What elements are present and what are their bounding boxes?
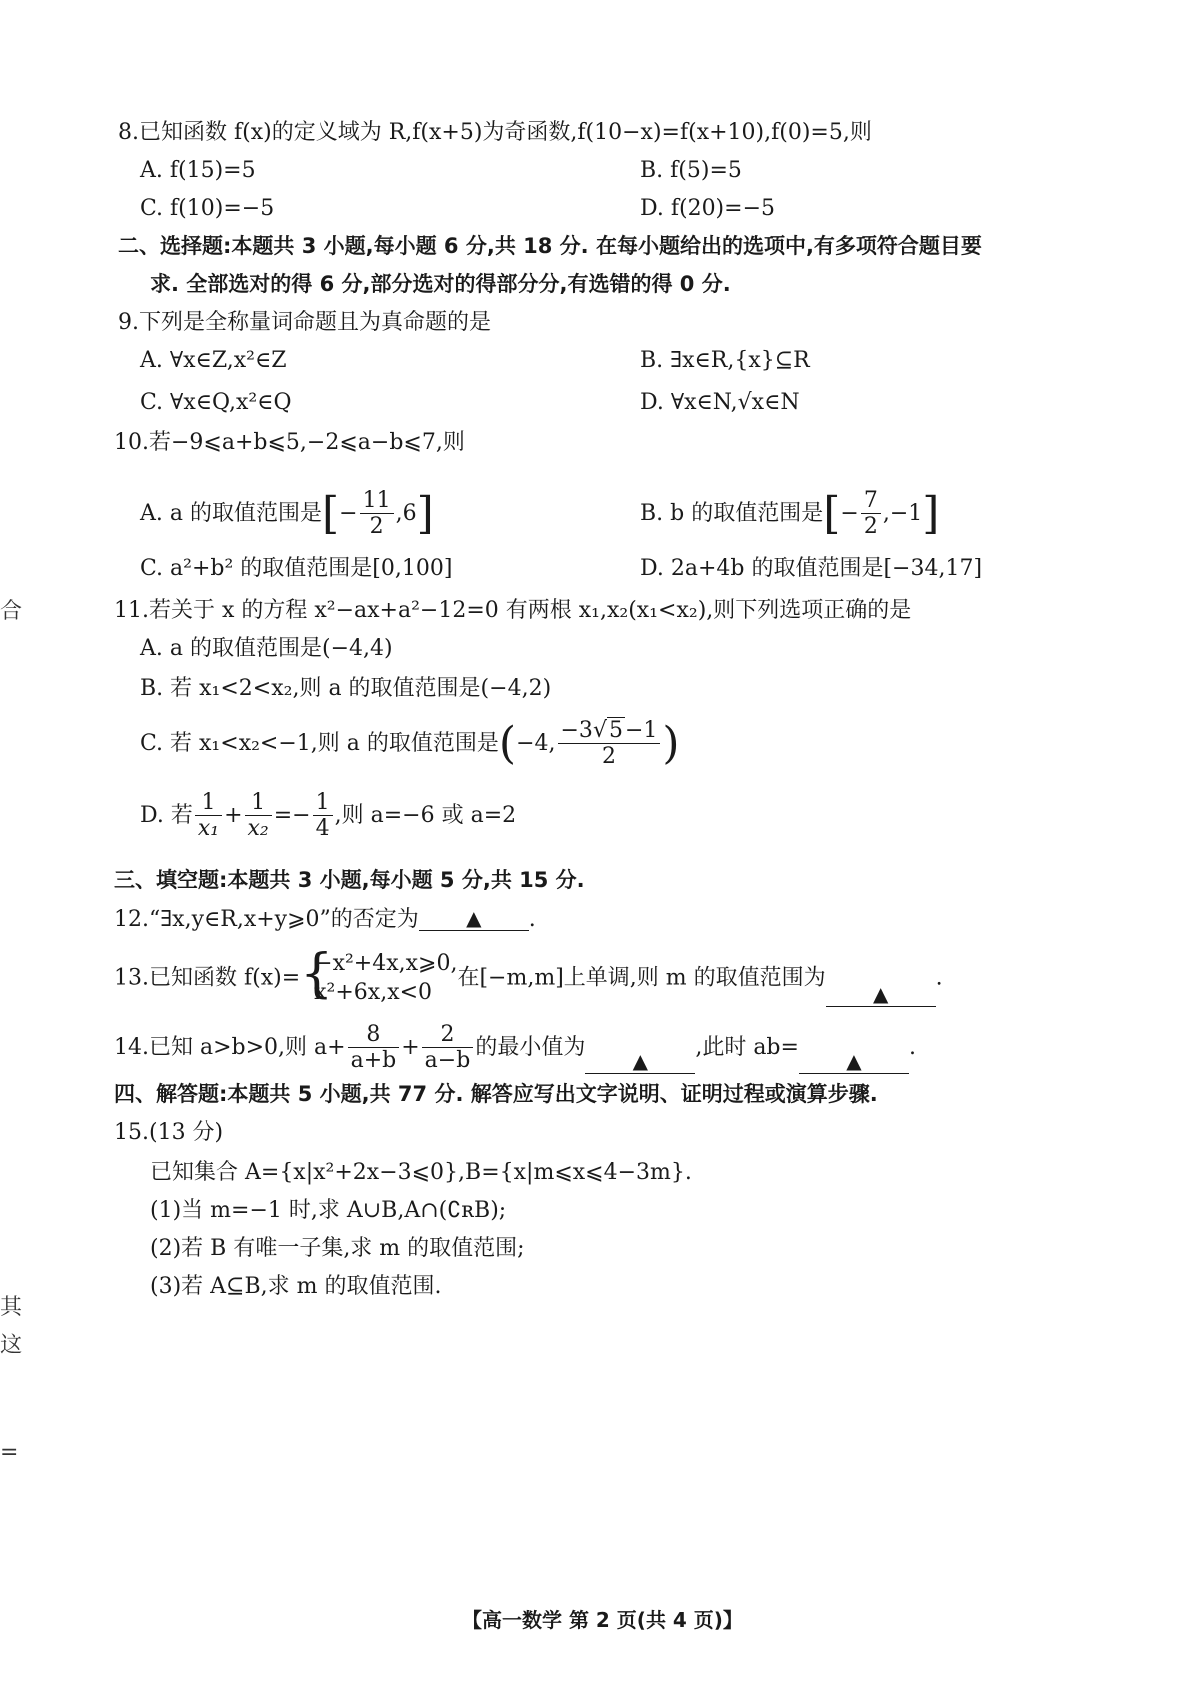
q14-frac2-den: a−b: [424, 1048, 471, 1074]
q11-option-c-numerator-a: −3: [560, 718, 593, 743]
q13-text-mid: 在[−m,m]上单调,则 m 的取值范围为: [457, 965, 826, 991]
section4-heading: 四、解答题:本题共 5 小题,共 77 分. 解答应写出文字说明、证明过程或演算步骤.: [114, 1082, 878, 1106]
q11-option-c-left-paren: (: [498, 717, 517, 769]
q9-option-b: B. ∃x∈R,{x}⊆R: [640, 348, 810, 373]
q9-stem: 9.下列是全称量词命题且为真命题的是: [118, 310, 491, 335]
q11-option-d-conclusion: ,则 a=−6 或 a=2: [334, 802, 517, 828]
q10-option-a-label: A. a 的取值范围是: [140, 500, 322, 526]
q14-answer-blank-1[interactable]: [585, 1048, 695, 1074]
q15-part2: (2)若 B 有唯一子集,求 m 的取值范围;: [150, 1236, 525, 1261]
q11-option-d-label: D. 若: [140, 802, 193, 828]
q10-option-b: [640, 488, 939, 540]
q11-option-d-frac3-num: 1: [313, 790, 333, 816]
q10-option-b-right-bracket: ]: [922, 487, 940, 539]
margin-fragment-2: 其: [0, 1295, 23, 1320]
q14-text-mid2: ,此时 ab=: [695, 1034, 799, 1060]
q13-case2: x²+6x,x<0: [314, 979, 433, 1005]
q12: [114, 908, 536, 931]
q11-option-a: A. a 的取值范围是(−4,4): [140, 636, 393, 661]
q15-part3: (3)若 A⊆B,求 m 的取值范围.: [150, 1274, 442, 1299]
margin-fragment-1: 合: [0, 599, 23, 624]
q11-option-c-numerator: [558, 718, 661, 744]
q11-option-c: [140, 718, 680, 770]
q11-option-d-frac1: [195, 790, 222, 842]
q14-frac1: [348, 1022, 400, 1074]
q11-option-c-fraction: [558, 718, 661, 770]
q10-option-a-left-bracket: [: [321, 487, 340, 539]
q10-option-a-upper: ,6: [395, 500, 417, 526]
q11-option-c-radicand: 5: [608, 718, 623, 743]
q10-option-a-denominator: 2: [369, 514, 384, 540]
q14-frac1-num: 8: [348, 1022, 400, 1048]
q14-frac2-num: 2: [422, 1022, 474, 1048]
q11-option-d-eq: =−: [273, 802, 311, 828]
q14-plus: +: [401, 1034, 420, 1060]
q12-period: .: [528, 907, 536, 932]
q10-option-a-numerator: 11: [360, 488, 394, 514]
q12-text: 12.“∃x,y∈R,x+y⩾0”的否定为: [114, 907, 419, 932]
q11-option-c-denominator: 2: [601, 744, 616, 770]
q10-option-a: [140, 488, 434, 540]
q13-case1: −x²+4x,x⩾0,: [314, 951, 458, 976]
q11-option-c-right-paren: ): [662, 717, 680, 769]
q10-option-b-label: B. b 的取值范围是: [640, 500, 824, 526]
q11-option-d-frac3: [313, 790, 333, 842]
q15-heading: 15.(13 分): [114, 1120, 224, 1145]
q14: [114, 1022, 916, 1074]
q8-option-a: A. f(15)=5: [140, 158, 256, 183]
q9-option-a: A. ∀x∈Z,x²∈Z: [140, 348, 287, 373]
q13-piecewise: [300, 944, 458, 1007]
q9-option-d: D. ∀x∈N,√x∈N: [640, 390, 800, 415]
margin-fragment-4: =: [0, 1440, 19, 1465]
q11-option-c-label: C. 若 x₁<x₂<−1,则 a 的取值范围是: [140, 730, 499, 756]
section2-heading-line1: 二、选择题:本题共 3 小题,每小题 6 分,共 18 分. 在每小题给出的选项中,有多项符合题目要: [118, 234, 982, 258]
q14-text-mid: 的最小值为: [475, 1034, 586, 1060]
q12-answer-blank[interactable]: [419, 908, 529, 931]
q11-option-d-frac1-den: x₁: [197, 816, 220, 842]
triangle-icon: ▲: [872, 982, 889, 1007]
q11-option-d-frac2-den: x₂: [247, 816, 269, 842]
q13-period: .: [935, 965, 943, 991]
section2-heading-line2: 求. 全部选对的得 6 分,部分选对的得部分分,有选错的得 0 分.: [150, 272, 731, 296]
q10-stem: 10.若−9⩽a+b⩽5,−2⩽a−b⩽7,则: [114, 430, 465, 455]
q15-part1: (1)当 m=−1 时,求 A∪B,A∩(∁ʀB);: [150, 1198, 507, 1223]
q10-option-b-left-bracket: [: [823, 487, 841, 539]
q14-text-pre: 14.已知 a>b>0,则 a+: [114, 1034, 346, 1060]
q10-option-b-numerator: 7: [861, 488, 881, 514]
q11-option-c-lower: −4,: [516, 730, 556, 756]
q10-option-b-denominator: 2: [863, 514, 878, 540]
q11-option-d-frac2-num: 1: [245, 790, 272, 816]
q10-option-b-upper: ,−1: [882, 500, 923, 526]
q10-option-b-fraction: [861, 488, 881, 540]
sqrt-sign: √: [592, 718, 607, 743]
q11-stem: 11.若关于 x 的方程 x²−ax+a²−12=0 有两根 x₁,x₂(x₁<x₂),则下列选项正确的是: [114, 598, 912, 623]
q10-option-c: C. a²+b² 的取值范围是[0,100]: [140, 556, 453, 581]
q14-frac1-den: a+b: [350, 1048, 397, 1074]
q8-option-d: D. f(20)=−5: [640, 196, 776, 221]
triangle-icon: ▲: [632, 1048, 649, 1073]
q14-answer-blank-2[interactable]: [799, 1048, 909, 1074]
q11-option-d-frac2: [245, 790, 272, 842]
q8-option-c: C. f(10)=−5: [140, 196, 275, 221]
triangle-icon: ▲: [846, 1048, 862, 1073]
q9-option-c: C. ∀x∈Q,x²∈Q: [140, 390, 292, 415]
section3-heading: 三、填空题:本题共 3 小题,每小题 5 分,共 15 分.: [114, 868, 585, 892]
q11-option-d-frac3-den: 4: [315, 816, 330, 842]
q11-option-d: [140, 790, 516, 842]
q14-frac2: [422, 1022, 474, 1074]
q13-answer-blank[interactable]: [826, 984, 936, 1007]
q13: [114, 944, 943, 1007]
q10-option-b-minus: −: [840, 500, 859, 526]
triangle-icon: ▲: [466, 906, 482, 930]
q15-statement: 已知集合 A={x|x²+2x−3⩽0},B={x|m⩽x⩽4−3m}.: [150, 1160, 692, 1185]
q13-text-pre: 13.已知函数 f(x)=: [114, 965, 301, 991]
q13-brace: {: [300, 944, 334, 1004]
page-footer: 【高一数学 第 2 页(共 4 页)】: [462, 1608, 743, 1632]
q10-option-d: D. 2a+4b 的取值范围是[−34,17]: [640, 556, 983, 581]
q11-option-b: B. 若 x₁<2<x₂,则 a 的取值范围是(−4,2): [140, 676, 552, 701]
q11-option-c-numerator-b: −1: [624, 718, 658, 743]
q11-option-d-frac1-num: 1: [195, 790, 222, 816]
q11-option-d-plus: +: [224, 802, 243, 828]
q14-period: .: [908, 1034, 916, 1060]
margin-fragment-3: 这: [0, 1333, 23, 1358]
q8-stem: 8.已知函数 f(x)的定义域为 R,f(x+5)为奇函数,f(10−x)=f(x+10),f(0)=5,则: [118, 120, 872, 145]
q8-option-b: B. f(5)=5: [640, 158, 742, 183]
q10-option-a-right-bracket: ]: [416, 487, 434, 539]
q10-option-a-fraction: [360, 488, 394, 540]
q10-option-a-minus: −: [339, 500, 358, 526]
